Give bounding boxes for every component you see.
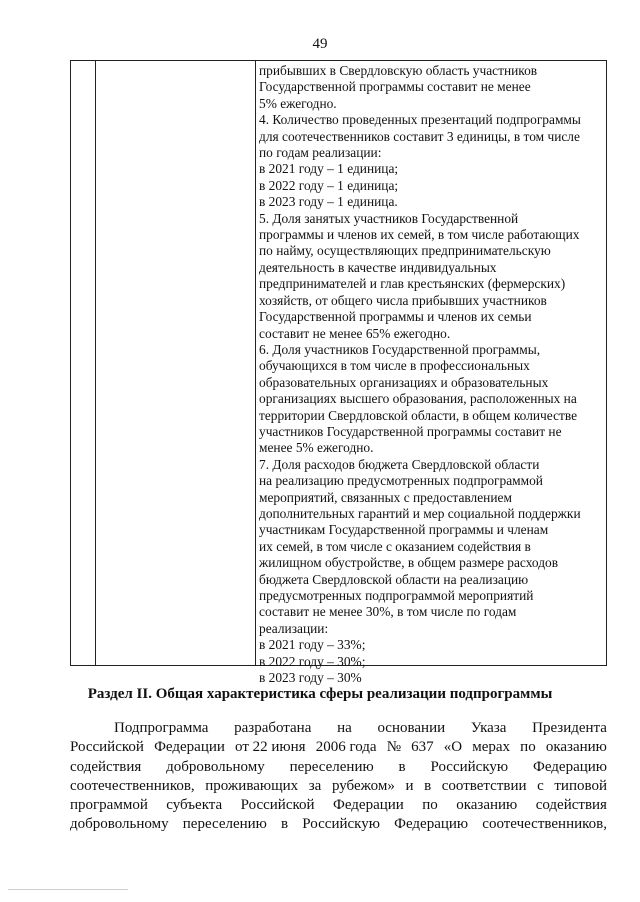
table-cell-line: 4. Количество проведенных презентаций подпрограммы [259,112,581,128]
body-word: программой [70,797,148,814]
table-cell-line: 6. Доля участников Государственной программы, [259,341,541,357]
body-word: с [537,777,544,794]
table-cell-line: хозяйств, от общего числа прибывших участников [259,292,547,308]
body-line [70,777,607,796]
body-word: Федерацию [394,816,469,833]
table-cell-line: предусмотренных подпрограммой мероприятий [259,588,534,603]
body-word: и [405,777,414,794]
table-cell-line: жилищном обустройстве, в общем размере расходов [259,555,559,571]
page-number: 49 [312,36,328,52]
table-cell-line: в 2022 году – 30%; [259,653,366,669]
table-column-divider-2 [255,61,256,665]
table-column-divider-1 [95,61,96,665]
body-word: № [386,739,402,756]
table-cell-line: предпринимателей и глав крестьянских (фермерских) [259,276,566,292]
body-word: на [337,720,352,736]
table-cell-line: бюджета Свердловской области на реализацию [259,571,529,587]
body-word: Федерации [154,739,225,756]
body-word: Подпрограмма [114,720,209,736]
table-cell-line: по годам реализации: [259,145,382,161]
table-cell-line: их семей, в том числе с оказанием содействия в [259,538,531,554]
table-cell-line: Государственной программы составит не менее [259,79,531,95]
body-word: «О [443,739,463,756]
table-cell-line: в 2021 году – 33%; [259,637,366,653]
body-word: соотечественников, [70,777,195,794]
table-cell-line: деятельность в качестве индивидуальных [259,259,497,275]
body-word: Федерации [332,797,404,814]
body-paragraph [70,719,607,835]
body-word: оказанию [456,797,518,814]
body-word: за [308,777,322,794]
body-line [70,738,607,757]
body-word: рубежом» [331,777,395,794]
body-word: переселению [182,816,267,833]
table-cell-line: для соотечественников составит 3 единицы, в том числе [259,128,580,144]
body-word: 2006 года [315,739,377,756]
body-word: типовой [554,777,607,794]
body-word: оказанию [545,739,607,756]
table-cell-indicators [259,63,604,686]
body-word: содействия [535,797,607,814]
body-word: Российскую [430,758,509,775]
table-cell-line: организациях высшего образования, расположенных на [259,391,577,407]
table-cell-line: 5. Доля занятых участников Государственной [259,210,519,226]
body-line [70,719,607,738]
table-cell-line: участников Государственной программы составит не [259,423,562,439]
body-word: в [281,816,289,833]
table-cell-line: менее 5% ежегодно. [259,440,374,456]
table-cell-line: в 2023 году – 1 единица. [259,194,398,210]
table-cell-line: по найму, осуществляющих предпринимательскую [259,243,551,259]
body-word: добровольному [70,816,169,833]
body-word: добровольному [166,758,265,775]
body-word: субъекта [166,797,223,814]
body-word: проживающих [205,777,299,794]
body-word: мерах [472,739,511,756]
table-cell-line: обучающихся в том числе в профессиональных [259,358,530,374]
body-word: переселению [289,758,374,775]
table-cell-line: Государственной программы и членов их семьи [259,309,532,325]
body-line [70,796,607,815]
table-cell-line: составит не менее 65% ежегодно. [259,325,451,341]
footnote-divider [8,889,128,890]
table-cell-line: составит не менее 30%, в том числе по годам [259,604,517,620]
body-word: Российскую [302,816,380,833]
table-cell-line: реализации: [259,620,329,636]
body-word: соответствии [441,777,527,794]
section-heading: Раздел II. Общая характеристика сферы реализации подпрограммы [87,686,553,702]
body-word: в [398,758,406,775]
table-cell-line: 7. Доля расходов бюджета Свердловской области [259,456,540,472]
body-word: от 22 июня [235,739,306,756]
table-cell-line: мероприятий, связанных с предоставлением [259,489,512,505]
body-word: по [520,739,536,756]
program-table [70,60,607,686]
table-cell-line: в 2023 году – 30% [259,670,362,686]
body-word: Российской [70,739,144,756]
body-word: соотечественников, [482,816,607,833]
body-word: Российской [240,797,315,814]
body-word: основании [377,720,446,736]
body-word: разработана [234,720,312,736]
body-word: по [422,797,438,814]
body-line [70,815,607,834]
table-cell-line: на реализацию предусмотренных подпрограммой [259,473,543,489]
table-cell-line: 5% ежегодно. [259,95,337,111]
body-word: Федерацию [532,758,607,775]
body-word: 637 [411,739,434,756]
table-cell-line: территории Свердловской области, в общем количестве [259,407,578,423]
body-word: Указа [470,720,507,736]
table-cell-line: в 2021 году – 1 единица; [259,161,399,177]
body-word: содействия [70,758,142,775]
body-word: в [424,777,432,794]
table-cell-line: программы и членов их семей, в том числе работающих [259,227,580,243]
table-cell-line: образовательных организациях и образовательных [259,374,549,390]
body-line [70,758,607,777]
body-word: Президента [532,720,607,736]
table-cell-line: прибывших в Свердловскую область участников [259,63,538,78]
table-cell-line: в 2022 году – 1 единица; [259,177,399,193]
table-cell-line: дополнительных гарантий и мер социальной поддержки [259,505,581,521]
table-cell-line: участникам Государственной программы и членам [259,522,549,538]
